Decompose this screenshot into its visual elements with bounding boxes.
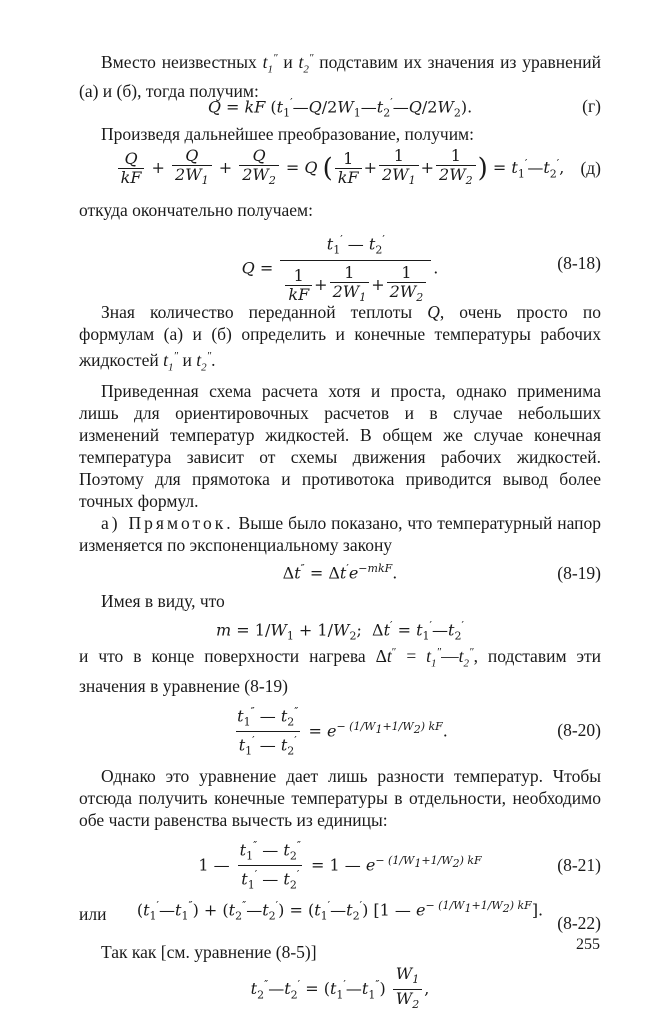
paragraph-5: Приведенная схема расчета хотя и проста, однако применима лишь для ориентировочных расчетов и в случае небольших изменений температур жидкостей. В общем же случае конечная температура зависит от схемы движения рабочих жидкостей. Поэтому для прямотока и противотока приводится вывод более точных формул. — [79, 381, 601, 512]
equation-8-20: $\frac{t_1'' — t_2''}{t_1' — t_2'}$ = $e^{- (1/W_1+1/W_2) kF}$. (8-20) — [79, 703, 601, 757]
equation-g: Q = kF $(t_1'—Q/2W_1—t_2'—Q/2W_2)$. (г) — [207, 96, 601, 120]
equation-last: $t_2''—t_2'$ = $(t_1'—t_1'')$ $\frac{W_1}{W_2}$ , — [79, 965, 601, 1011]
equation-number: (8-21) — [557, 854, 601, 875]
paragraph-6: а) Прямоток. Выше было показано, что температурный напор изменяется по экспоненциальному закону — [79, 513, 602, 556]
equation-8-22: или $(t_1'—t_1'')$ + $(t_2''—t_2')$ = $(t_1'—t_2')$ [1 — $e^{- (1/W_1+1/W_2) kF}$]. (8-22) — [79, 898, 601, 933]
paragraph-8: и что в конце поверхности нагрева $\Delta t'' = t_1''—t_2''$, подставим эти значения в уравнение (8-19) — [79, 646, 602, 696]
equation-number: (8-18) — [557, 253, 601, 273]
equation-number: (8-19) — [557, 563, 601, 584]
or-label: или — [79, 903, 107, 924]
paragraph-11: Так как [см. уравнение (8-5)] — [101, 941, 317, 962]
paragraph-9: Однако это уравнение дает лишь разности температур. Чтобы отсюда получить конечные температуры в отдельности, необходимо обе части равенства вычесть из единицы: — [79, 765, 601, 830]
page-body — [79, 47, 601, 1011]
paragraph-4: Зная количество переданной теплоты Q, очень просто по формулам (а) и (б) определить и конечные температуры рабочих жидкостей $t_1''$ и $t_2''$. — [79, 302, 601, 374]
equation-m: $m = 1/W_1 + 1/W_2$; $\Delta t' = t_1'—t_2'$ — [216, 619, 464, 643]
equation-number: (д) — [580, 158, 601, 178]
section-label: а) Прямоток. — [101, 513, 234, 534]
page-number: 255 — [576, 936, 600, 953]
paragraph-2: Произведя дальнейшее преобразование, получим: — [101, 124, 474, 144]
equation-d: $\frac{Q}{kF}$ + $\frac{Q}{2W_1}$ + $\frac{Q}{2W_2}$ = Q ( $\frac{1}{kF}$ + $\frac{1}{2W_1}$ + $\frac{1}{2W_2}$ ) = $t_1'—t_2'$, (д) — [79, 147, 601, 189]
paragraph-7: Имея в виду, что — [101, 591, 225, 612]
equation-number: (г) — [582, 96, 601, 116]
equation-number: (8-20) — [557, 719, 601, 740]
equation-8-19: $\Delta t'' = \Delta t'e^{-mkF}$. (8-19) — [282, 562, 601, 584]
equation-8-18: Q = $t_1'$ — $t_2'$ $\frac{1}{kF}$ + $\frac{1}{2W_1}$ + $\frac{1}{2W_2}$ . (8-18) — [79, 231, 601, 295]
paragraph-3: откуда окончательно получаем: — [79, 200, 313, 220]
equation-8-21: 1 — $\frac{t_1'' — t_2''}{t_1' — t_2'}$ = 1 — $e^{- (1/W_1+1/W_2) kF}$ (8-21) — [79, 837, 601, 893]
paragraph-1: Вместо неизвестных $t_1''$ и $t_2''$ подставим их значения из уравнений (а) и (б), тогда получим: — [79, 51, 601, 102]
equation-number: (8-22) — [557, 912, 601, 933]
